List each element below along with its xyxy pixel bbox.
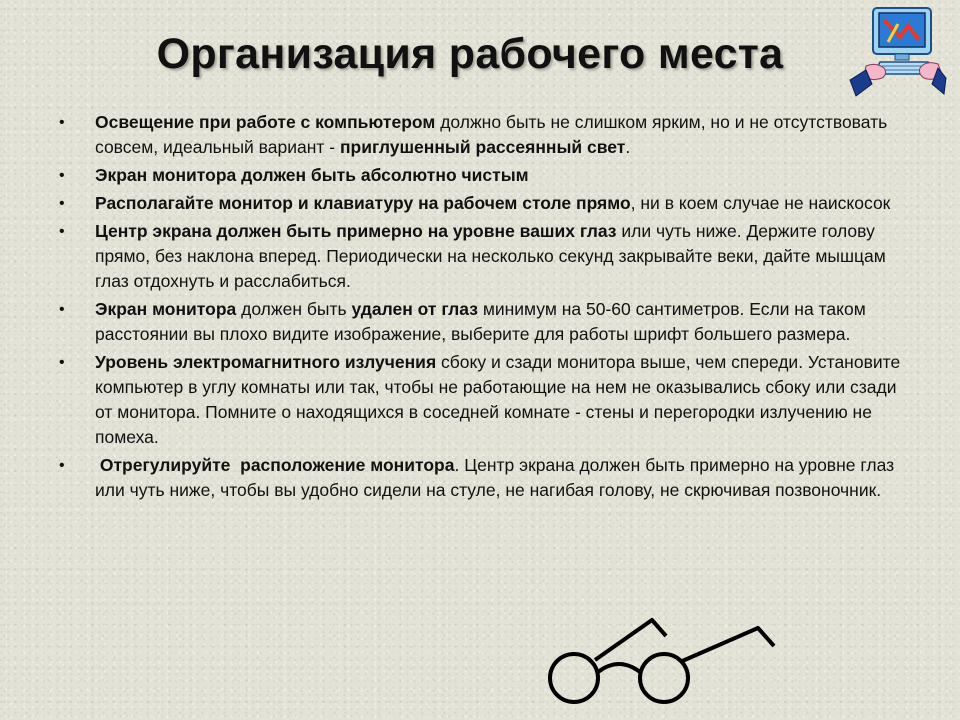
bullet-bold-text: Уровень электромагнитного излучения — [95, 352, 437, 372]
glasses-icon — [540, 600, 800, 710]
bullet-item-radiation — [55, 350, 905, 450]
bullet-item-eye-level — [55, 219, 905, 294]
bullet-item-distance — [55, 297, 905, 347]
bullet-text: , ни в коем случае не наискосок — [630, 193, 891, 213]
bullet-text: минимум на 50-60 сантиметров. Если на таком расстоянии вы плохо видите изображение, выберите для работы шрифт большего размера. — [95, 299, 866, 344]
bullet-bold-text: Экран монитора должен быть абсолютно чистым — [95, 165, 529, 185]
bullet-marker: • — [59, 457, 65, 474]
bullet-bold-text: Экран монитора — [95, 299, 237, 319]
bullet-text: . Центр экрана должен быть примерно на уровне глаз или чуть ниже, чтобы вы удобно сидели на стуле, не нагибая голову, не скрючивая позвоночник. — [95, 455, 895, 500]
bullet-text: . — [625, 137, 631, 157]
bullet-text: сбоку и сзади монитора выше, чем спереди. Установите компьютер в углу комнаты или так, чтобы не работающие на нем не оказывались сбоку или сзади от монитора. Помните о находящихся в соседней комнате - стены и перегородки излучению не помеха. — [95, 352, 901, 447]
bullet-bold-text: Отрегулируйте расположение монитора — [95, 455, 455, 475]
bullet-bold-text: Центр экрана должен быть примерно на уровне ваших глаз — [95, 221, 617, 241]
bullet-item-monitor-position — [55, 191, 905, 216]
bullet-bold-text: приглушенный рассеянный свет — [339, 137, 626, 157]
bullet-bold-text: Освещение при работе с компьютером — [95, 112, 436, 132]
bullet-item-clean-screen — [55, 163, 905, 188]
computer-user-icon — [848, 2, 948, 102]
bullet-marker: • — [59, 195, 65, 212]
bullet-marker: • — [59, 223, 65, 240]
bullet-item-adjust-monitor — [55, 453, 905, 503]
bullet-marker: • — [59, 167, 65, 184]
bullet-bold-text: удален от глаз — [351, 299, 478, 319]
bullet-bold-text: Располагайте монитор и клавиатуру на рабочем столе прямо — [95, 193, 631, 213]
bullet-marker: • — [59, 301, 65, 318]
bullet-marker: • — [59, 354, 65, 371]
bullet-item-lighting — [55, 110, 905, 160]
bullet-marker: • — [59, 114, 65, 131]
slide-title: Организация рабочего места — [156, 30, 784, 78]
bullet-text: или чуть ниже. Держите голову прямо, без наклона вперед. Периодически на несколько секунд закрывайте веки, дайте мышцам глаз отдохнуть и расслабиться. — [95, 221, 886, 291]
bullet-text: должно быть не слишком ярким, но и не отсутствовать совсем, идеальный вариант - — [95, 112, 888, 157]
bullet-text: должен быть — [236, 299, 352, 319]
bullet-list — [55, 110, 905, 506]
